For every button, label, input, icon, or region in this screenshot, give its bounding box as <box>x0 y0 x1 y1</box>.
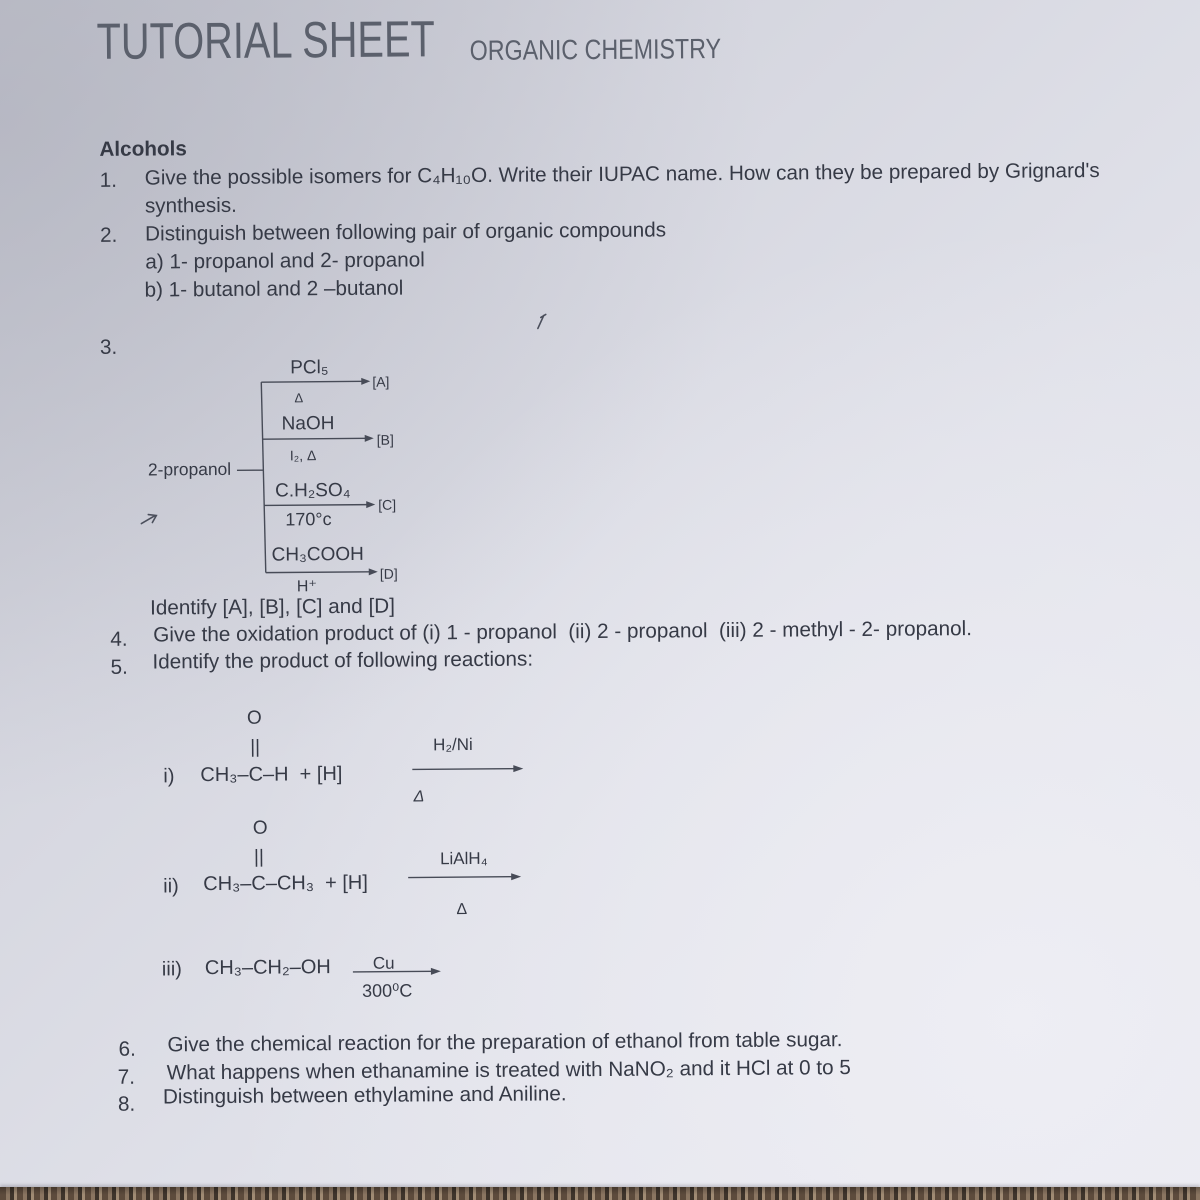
reaction-condition: 300⁰C <box>361 980 413 1001</box>
product-label: [A] <box>372 373 390 390</box>
question-number: 2. <box>100 223 118 247</box>
double-bond: || <box>253 846 264 868</box>
reaction-condition: Δ <box>456 901 468 919</box>
reaction-label: iii) <box>161 958 182 981</box>
question-text: Give the possible isomers for C₄H₁₀O. Write their IUPAC name. How can they be prepared by Grignard's <box>144 159 1100 190</box>
product-label: [D] <box>379 565 398 582</box>
question-number: 4. <box>110 627 128 651</box>
question-text: Distinguish between ethylamine and Aniline. <box>162 1082 567 1109</box>
pen-mark <box>141 514 156 523</box>
compound-pair: b) 1- butanol and 2 –butanol <box>144 276 404 302</box>
condition-label: 170°c <box>285 509 332 530</box>
condition-label: H⁺ <box>296 578 317 596</box>
reaction-formula: CH₃–C–H + [H] <box>200 763 343 787</box>
double-bond: || <box>250 736 261 758</box>
reagent-label: C.H₂SO₄ <box>275 479 351 502</box>
question-text: Give the oxidation product of (i) 1 - propanol (ii) 2 - propanol (iii) 2 - methyl - 2- propanol. <box>153 617 972 647</box>
condition-label: I₂, Δ <box>289 447 317 464</box>
reaction-formula: CH₃–CH₂–OH <box>204 956 331 980</box>
question-number: 7. <box>117 1065 136 1089</box>
reactant-label: 2-propanol <box>147 458 232 480</box>
reagent-label: PCl₅ <box>290 357 329 379</box>
reaction-arrow-ii <box>408 873 521 881</box>
question-text: Identify the product of following reactions: <box>152 647 534 674</box>
reaction-reagent: Cu <box>372 953 395 973</box>
reaction-label: i) <box>163 765 175 788</box>
branch-arrow-b <box>263 435 374 443</box>
sheet-title: TUTORIAL SHEET <box>96 10 436 70</box>
reactant-connector <box>236 382 265 573</box>
carbonyl-oxygen: O <box>246 707 262 729</box>
reaction-label: ii) <box>163 875 179 898</box>
reaction-arrow-i <box>412 765 523 773</box>
reaction-lines <box>98 300 584 1024</box>
reaction-reagent: LiAlH₄ <box>439 848 488 869</box>
branch-arrow-c <box>264 501 375 509</box>
question-text: Give the chemical reaction for the preparation of ethanol from table sugar. <box>167 1028 843 1057</box>
reaction-formula: CH₃–C–CH₃ + [H] <box>203 871 368 896</box>
reagent-label: NaOH <box>281 413 335 435</box>
pen-mark <box>538 314 546 328</box>
product-label: [C] <box>378 496 397 513</box>
question-number: 6. <box>118 1037 136 1061</box>
question-text: What happens when ethanamine is treated with NaNO₂ and it HCl at 0 to 5 <box>166 1056 851 1085</box>
reaction-reagent: H₂/Ni <box>433 735 473 755</box>
question-number: 8. <box>117 1092 136 1116</box>
question-number: 1. <box>99 168 118 192</box>
compound-pair: a) 1- propanol and 2- propanol <box>145 248 425 274</box>
reagent-label: CH₃COOH <box>271 543 364 566</box>
condition-label: Δ <box>294 390 304 406</box>
question-text: Distinguish between following pair of organic compounds <box>145 218 667 246</box>
question-number: 3. <box>99 335 118 359</box>
question-text: synthesis. <box>144 193 237 218</box>
sheet-subtitle: ORGANIC CHEMISTRY <box>469 33 722 67</box>
section-heading: Alcohols <box>99 137 187 161</box>
fabric-strip <box>0 1187 1200 1200</box>
reaction-arrow-iii <box>353 968 441 976</box>
question-prompt: Identify [A], [B], [C] and [D] <box>149 594 396 620</box>
branch-arrow-d <box>266 568 378 576</box>
product-label: [B] <box>376 431 394 448</box>
reaction-condition: Δ <box>413 788 425 806</box>
carbonyl-oxygen: O <box>252 817 268 839</box>
branch-arrow-a <box>261 378 370 386</box>
question-number: 5. <box>110 655 128 679</box>
